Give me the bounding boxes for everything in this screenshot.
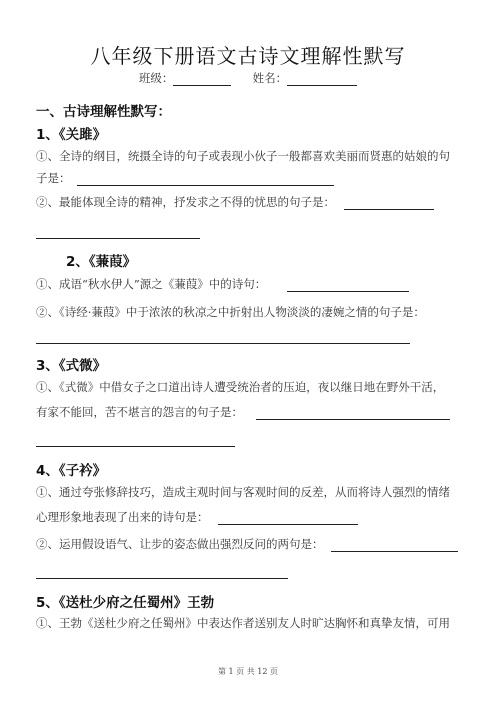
class-label: 班级： — [138, 71, 174, 85]
name-field[interactable] — [287, 73, 357, 86]
answer-blank[interactable] — [36, 238, 200, 239]
item-heading: 3、《式微》 — [36, 358, 107, 374]
question-text: ①、王勃《送杜少府之任蜀州》中表达作者送别友人时旷达胸怀和真挚友情，可用 — [36, 616, 450, 630]
question-text: ②、运用假设语气、让步的姿态做出强烈反问的两句是： — [36, 537, 324, 551]
answer-blank[interactable] — [331, 551, 458, 552]
answer-blank[interactable] — [344, 209, 434, 210]
question-text: ①、成语“秋水伊人”源之《蒹葭》中的诗句： — [36, 277, 267, 291]
page-footer: 第 1 页 共 12 页 — [218, 667, 278, 676]
answer-blank[interactable] — [36, 578, 288, 579]
page-title: 八年级下册语文古诗文理解性默写 — [90, 44, 406, 68]
item-heading: 5、《送杜少府之任蜀州》王勃 — [36, 595, 215, 611]
question-text: 子是： — [36, 171, 71, 185]
item-heading: 1、《关雎》 — [36, 127, 107, 143]
item-heading: 4、《子衿》 — [36, 463, 107, 479]
answer-blank[interactable] — [36, 343, 410, 344]
question-text: ②、最能体现全诗的精神，抒发求之不得的忧思的句子是： — [36, 195, 335, 209]
answer-blank[interactable] — [218, 524, 358, 525]
answer-blank[interactable] — [256, 419, 450, 420]
name-label: 姓名： — [252, 71, 288, 85]
student-info-row — [0, 70, 496, 86]
question-text: ①、《式微》中借女子之口道出诗人遭受统治者的压迫，夜以继日地在野外干活， — [36, 380, 445, 394]
question-text: ①、全诗的纲目，统摄全诗的句子或表现小伙子一般都喜欢美丽而贤惠的姑娘的句 — [36, 149, 450, 163]
question-text: ②、《诗经·蒹葭》中于浓浓的秋凉之中折射出人物淡淡的凄婉之情的句子是： — [36, 305, 425, 319]
answer-blank[interactable] — [77, 185, 334, 186]
question-text: 有家不能回，苦不堪言的怨言的句子是： — [36, 405, 243, 419]
answer-blank[interactable] — [36, 446, 235, 447]
class-field[interactable] — [173, 73, 231, 86]
answer-blank[interactable] — [287, 291, 409, 292]
question-text: 心理形象地表现了出来的诗句是： — [36, 510, 209, 524]
section-heading: 一、古诗理解性默写： — [36, 104, 171, 120]
question-text: ①、通过夸张修辞技巧，造成主观时间与客观时间的反差，从而将诗人强烈的情绪 — [36, 485, 450, 499]
item-heading: 2、《蒹葭》 — [66, 254, 137, 270]
